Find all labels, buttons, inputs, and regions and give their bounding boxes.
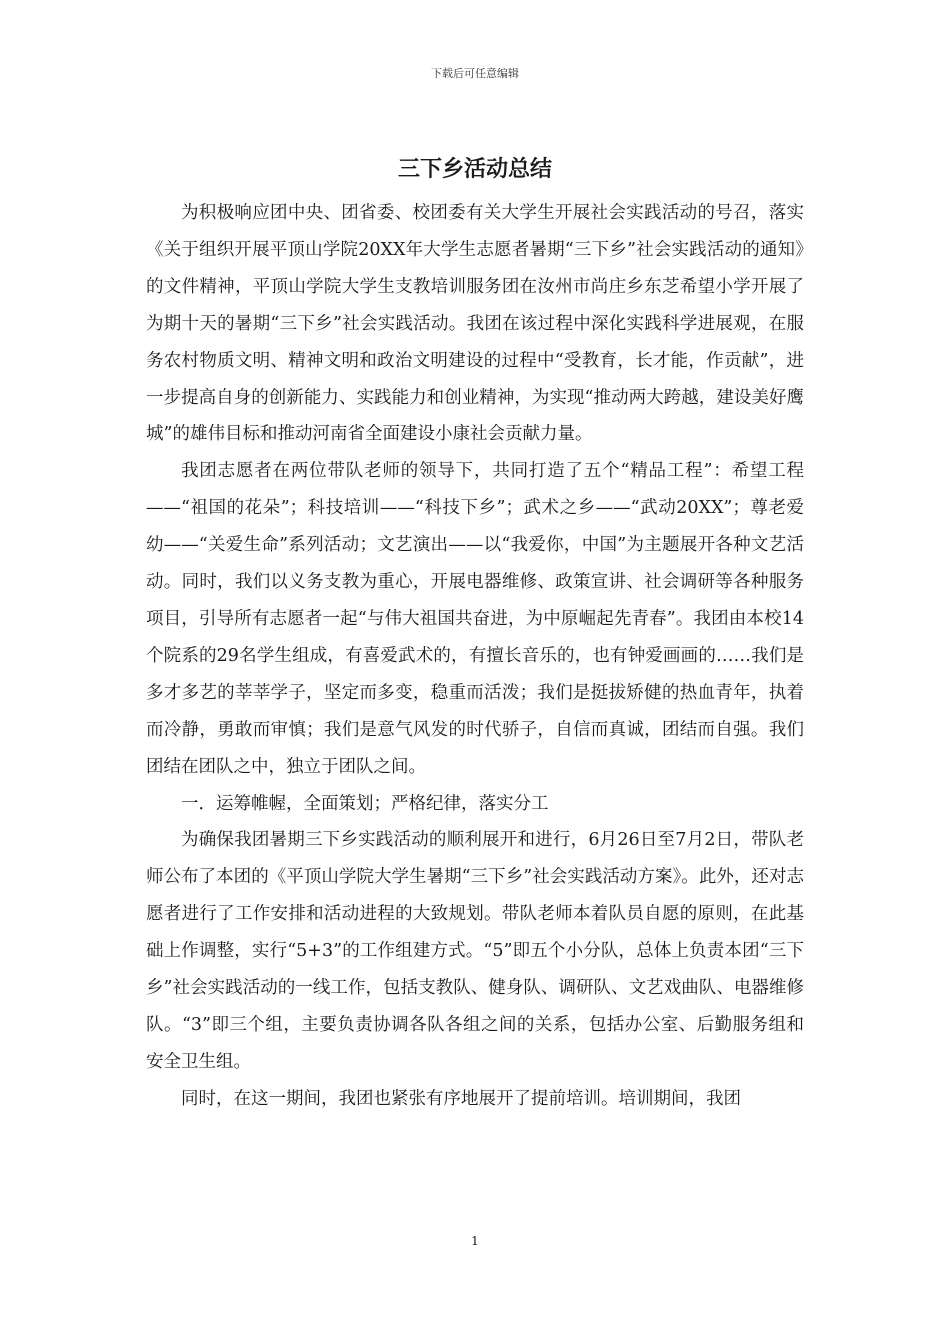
document-title: 三下乡活动总结 <box>397 157 552 182</box>
document-body <box>146 195 804 1118</box>
paragraph-training: 同时，在这一期间，我团也紧张有序地展开了提前培训。培训期间，我团 <box>181 1088 741 1109</box>
paragraph-projects: 我团志愿者在两位带队老师的领导下，共同打造了五个“精品工程”：希望工程——“祖国的花朵”；科技培训——“科技下乡”；武术之乡——“武动20XX”；尊老爱幼——“关爱生命”系列活动；文艺演出——以“我爱你，中国”为主题展开各种文艺活动。同时，我们以义务支教为重心，开展电器维修、政策宣讲、社会调研等各种服务项目，引导所有志愿者一起“与伟大祖国共奋进，为中原崛起先青春”。我团由本校14个院系的29名学生组成，有喜爱武术的，有擅长音乐的，也有钟爱画画的……我们是多才多艺的莘莘学子，坚定而多变，稳重而活泼；我们是挺拔矫健的热血青年，执着而冷静，勇敢而审慎；我们是意气风发的时代骄子，自信而真诚，团结而自强。我们团结在团队之中，独立于团队之间。 <box>146 461 804 777</box>
paragraph-planning: 为确保我团暑期三下乡实践活动的顺利展开和进行，6月26日至7月2日，带队老师公布了本团的《平顶山学院大学生暑期“三下乡”社会实践活动方案》。此外，还对志愿者进行了工作安排和活动进程的大致规划。带队老师本着队员自愿的原则，在此基础上作调整，实行“5+3”的工作组建方式。“5”即五个小分队，总体上负责本团“三下乡”社会实践活动的一线工作，包括支教队、健身队、调研队、文艺戏曲队、电器维修队。“3”即三个组，主要负责协调各队各组之间的关系，包括办公室、后勤服务组和安全卫生组。 <box>146 830 804 1072</box>
paragraph-intro: 为积极响应团中央、团省委、校团委有关大学生开展社会实践活动的号召，落实《关于组织开展平顶山学院20XX年大学生志愿者暑期“三下乡”社会实践活动的通知》的文件精神，平顶山学院大学生支教培训服务团在汝州市尚庄乡东芝希望小学开展了为期十天的暑期“三下乡”社会实践活动。我团在该过程中深化实践科学进展观，在服务农村物质文明、精神文明和政治文明建设的过程中“受教育，长才能，作贡献”，进一步提高自身的创新能力、实践能力和创业精神，为实现“推动两大跨越，建设美好鹰城”的雄伟目标和推动河南省全面建设小康社会贡献力量。 <box>146 203 804 445</box>
section-heading-1: 一．运筹帷幄，全面策划；严格纪律，落实分工 <box>181 793 549 814</box>
page-number: 1 <box>471 1234 479 1248</box>
header-note: 下载后可任意编辑 <box>431 67 519 80</box>
